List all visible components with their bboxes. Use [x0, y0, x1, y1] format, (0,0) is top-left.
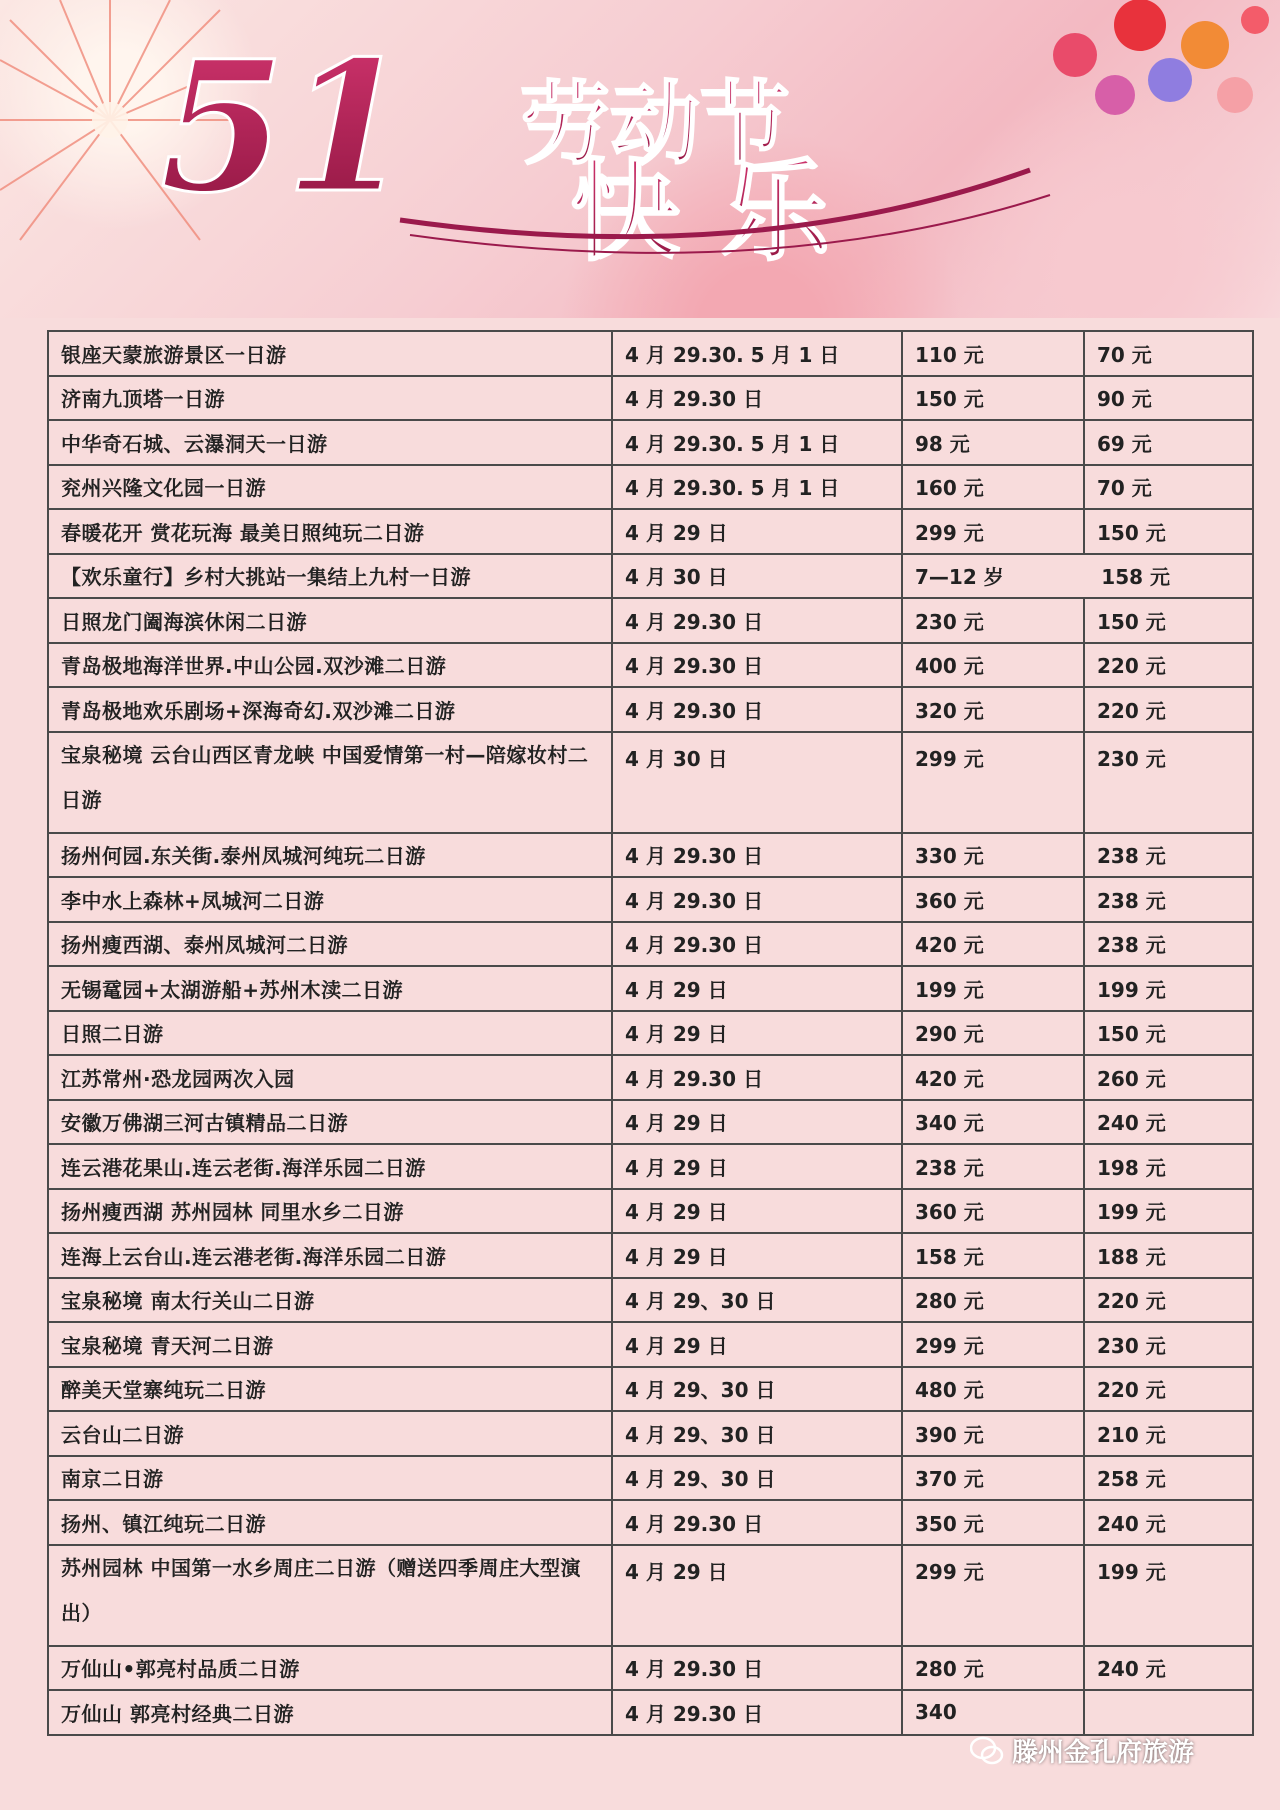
tour-date-cell: 4 月 29.30 日: [612, 922, 902, 967]
tour-date-cell: 4 月 29 日: [612, 1100, 902, 1145]
tour-name-cell: 扬州何园.东关街.泰州凤城河纯玩二日游: [48, 833, 612, 878]
tour-name-cell: 兖州兴隆文化园一日游: [48, 465, 612, 510]
child-price-cell: 230 元: [1084, 1322, 1253, 1367]
table-row: [48, 376, 1253, 421]
festival-title: [150, 20, 1150, 310]
tour-date-cell: 4 月 29、30 日: [612, 1367, 902, 1412]
table-row: [48, 966, 1253, 1011]
tour-name-cell: 宝泉秘境 云台山西区青龙峡 中国爱情第一村—陪嫁妆村二日游: [48, 732, 612, 833]
child-price-cell: 220 元: [1084, 687, 1253, 732]
table-row: [48, 1411, 1253, 1456]
tour-date-cell: 4 月 29.30. 5 月 1 日: [612, 420, 902, 465]
table-row: [48, 877, 1253, 922]
adult-price-cell: 280 元: [902, 1278, 1084, 1323]
child-price-cell: 70 元: [1084, 331, 1253, 376]
adult-price-cell: 299 元: [902, 509, 1084, 554]
table-row: [48, 1456, 1253, 1501]
table-row: [48, 598, 1253, 643]
tour-name-cell: 云台山二日游: [48, 1411, 612, 1456]
table-row: [48, 1100, 1253, 1145]
child-price-cell: 188 元: [1084, 1233, 1253, 1278]
tour-date-cell: 4 月 29.30 日: [612, 1646, 902, 1691]
tour-name-cell: 宝泉秘境 青天河二日游: [48, 1322, 612, 1367]
child-price-cell: 238 元: [1084, 833, 1253, 878]
child-price-cell: 150 元: [1084, 509, 1253, 554]
adult-price-cell: 158 元: [902, 1233, 1084, 1278]
tour-name-cell: 【欢乐童行】乡村大挑站一集结上九村一日游: [48, 554, 612, 599]
child-price-cell: 238 元: [1084, 922, 1253, 967]
child-price-cell: 90 元: [1084, 376, 1253, 421]
tour-date-cell: 4 月 29 日: [612, 966, 902, 1011]
tour-name-cell: 万仙山•郭亮村品质二日游: [48, 1646, 612, 1691]
adult-price-cell: 350 元: [902, 1500, 1084, 1545]
adult-price-cell: 340 元: [902, 1100, 1084, 1145]
table-row: [48, 465, 1253, 510]
table-row: [48, 732, 1253, 833]
child-price-cell: 240 元: [1084, 1100, 1253, 1145]
tour-date-cell: 4 月 29.30 日: [612, 598, 902, 643]
tour-date-cell: 4 月 29 日: [612, 1322, 902, 1367]
tour-date-cell: 4 月 29.30 日: [612, 877, 902, 922]
adult-price-cell: 290 元: [902, 1011, 1084, 1056]
table-row: [48, 509, 1253, 554]
table-row: [48, 1144, 1253, 1189]
table-row: [48, 643, 1253, 688]
adult-price-cell: 330 元: [902, 833, 1084, 878]
table-row: [48, 1278, 1253, 1323]
adult-price-cell: 110 元: [902, 331, 1084, 376]
table-row: [48, 1322, 1253, 1367]
table-row: [48, 1055, 1253, 1100]
tour-date-cell: 4 月 29、30 日: [612, 1411, 902, 1456]
header-banner: [0, 0, 1280, 318]
child-price-cell: 199 元: [1084, 1189, 1253, 1234]
tour-name-cell: 苏州园林 中国第一水乡周庄二日游（赠送四季周庄大型演出）: [48, 1545, 612, 1646]
adult-price-cell: 400 元: [902, 643, 1084, 688]
adult-price-cell: 420 元: [902, 922, 1084, 967]
child-price-cell: 258 元: [1084, 1456, 1253, 1501]
tour-name-cell: 春暖花开 赏花玩海 最美日照纯玩二日游: [48, 509, 612, 554]
tour-date-cell: 4 月 29 日: [612, 1233, 902, 1278]
adult-price-cell: 238 元: [902, 1144, 1084, 1189]
adult-price-cell: 230 元: [902, 598, 1084, 643]
child-price-cell: [1084, 1690, 1253, 1735]
child-price-cell: 70 元: [1084, 465, 1253, 510]
child-price-cell: 238 元: [1084, 877, 1253, 922]
child-price-cell: 198 元: [1084, 1144, 1253, 1189]
adult-price-cell: 360 元: [902, 877, 1084, 922]
adult-price-cell: 390 元: [902, 1411, 1084, 1456]
adult-price-cell: 299 元: [902, 1545, 1084, 1646]
table-row: [48, 331, 1253, 376]
tour-date-cell: 4 月 29.30 日: [612, 1055, 902, 1100]
tour-date-cell: 4 月 29.30. 5 月 1 日: [612, 331, 902, 376]
tour-date-cell: 4 月 29.30 日: [612, 643, 902, 688]
wechat-icon: [970, 1736, 1004, 1766]
child-price-cell: 210 元: [1084, 1411, 1253, 1456]
tour-name-cell: 扬州瘦西湖、泰州凤城河二日游: [48, 922, 612, 967]
table-row: [48, 687, 1253, 732]
tour-date-cell: 4 月 29 日: [612, 1545, 902, 1646]
tour-name-cell: 扬州瘦西湖 苏州园林 同里水乡二日游: [48, 1189, 612, 1234]
table-row: [48, 1011, 1253, 1056]
tour-name-cell: 日照二日游: [48, 1011, 612, 1056]
tour-name-cell: 安徽万佛湖三河古镇精品二日游: [48, 1100, 612, 1145]
child-price-cell: 240 元: [1084, 1646, 1253, 1691]
tour-name-cell: 江苏常州·恐龙园两次入园: [48, 1055, 612, 1100]
adult-price-cell: 98 元: [902, 420, 1084, 465]
tour-table-body: [48, 331, 1253, 1735]
table-row: [48, 1545, 1253, 1646]
table-row: [48, 1233, 1253, 1278]
tour-date-cell: 4 月 30 日: [612, 732, 902, 833]
tour-name-cell: 连海上云台山.连云港老街.海洋乐园二日游: [48, 1233, 612, 1278]
adult-price-cell: 340: [902, 1690, 1084, 1735]
tour-name-cell: 宝泉秘境 南太行关山二日游: [48, 1278, 612, 1323]
adult-price-cell: 320 元: [902, 687, 1084, 732]
tour-date-cell: 4 月 29 日: [612, 509, 902, 554]
child-price-cell: 220 元: [1084, 1367, 1253, 1412]
tour-date-cell: 4 月 29.30 日: [612, 1500, 902, 1545]
tour-date-cell: 4 月 29、30 日: [612, 1278, 902, 1323]
adult-price-cell: 480 元: [902, 1367, 1084, 1412]
adult-price-cell: 160 元: [902, 465, 1084, 510]
watermark-text: 滕州金孔府旅游: [1012, 1738, 1195, 1768]
title-line1: 劳动节: [520, 72, 790, 177]
tour-date-cell: 4 月 29.30 日: [612, 687, 902, 732]
tour-name-cell: 连云港花果山.连云老街.海洋乐园二日游: [48, 1144, 612, 1189]
child-price-cell: 199 元: [1084, 1545, 1253, 1646]
table-row: [48, 1367, 1253, 1412]
table-row: [48, 554, 1253, 599]
tour-date-cell: 4 月 29 日: [612, 1189, 902, 1234]
child-price-cell: 150 元: [1084, 598, 1253, 643]
child-price-cell: 260 元: [1084, 1055, 1253, 1100]
tour-date-cell: 4 月 29.30. 5 月 1 日: [612, 465, 902, 510]
adult-price-cell: 299 元: [902, 732, 1084, 833]
table-row: [48, 420, 1253, 465]
tour-date-cell: 4 月 30 日: [612, 554, 902, 599]
adult-price-cell: 299 元: [902, 1322, 1084, 1367]
tour-date-cell: 4 月 29.30 日: [612, 376, 902, 421]
tour-name-cell: 醉美天堂寨纯玩二日游: [48, 1367, 612, 1412]
tour-date-cell: 4 月 29 日: [612, 1144, 902, 1189]
table-row: [48, 922, 1253, 967]
child-price-cell: 69 元: [1084, 420, 1253, 465]
tour-name-cell: 李中水上森林+凤城河二日游: [48, 877, 612, 922]
tour-name-cell: 银座天蒙旅游景区一日游: [48, 331, 612, 376]
tour-name-cell: 日照龙门阖海滨休闲二日游: [48, 598, 612, 643]
tour-date-cell: 4 月 29.30 日: [612, 833, 902, 878]
tour-price-table: [47, 330, 1254, 1736]
age-price-cell: [902, 554, 1253, 599]
tour-date-cell: 4 月 29.30 日: [612, 1690, 902, 1735]
adult-price-cell: 150 元: [902, 376, 1084, 421]
tour-name-cell: 青岛极地海洋世界.中山公园.双沙滩二日游: [48, 643, 612, 688]
title-line2: 快乐: [570, 148, 870, 276]
adult-price-cell: 370 元: [902, 1456, 1084, 1501]
tour-price-table-wrap: [47, 330, 1252, 1736]
tour-date-cell: 4 月 29、30 日: [612, 1456, 902, 1501]
tour-date-cell: 4 月 29 日: [612, 1011, 902, 1056]
child-price-cell: 230 元: [1084, 732, 1253, 833]
child-price-cell: 240 元: [1084, 1500, 1253, 1545]
tour-name-cell: 万仙山 郭亮村经典二日游: [48, 1690, 612, 1735]
adult-price-cell: 280 元: [902, 1646, 1084, 1691]
tour-name-cell: 南京二日游: [48, 1456, 612, 1501]
table-row: [48, 833, 1253, 878]
child-price-cell: 199 元: [1084, 966, 1253, 1011]
tour-name-cell: 青岛极地欢乐剧场+深海奇幻.双沙滩二日游: [48, 687, 612, 732]
account-watermark: [970, 1732, 1194, 1769]
title-number: 51: [160, 22, 411, 233]
table-row: [48, 1646, 1253, 1691]
child-price-cell: 150 元: [1084, 1011, 1253, 1056]
adult-price-cell: 199 元: [902, 966, 1084, 1011]
tour-name-cell: 无锡鼋园+太湖游船+苏州木渎二日游: [48, 966, 612, 1011]
child-price-cell: 220 元: [1084, 643, 1253, 688]
age-range: 7—12 岁: [915, 565, 1004, 590]
table-row: [48, 1500, 1253, 1545]
table-row: [48, 1189, 1253, 1234]
adult-price-cell: 420 元: [902, 1055, 1084, 1100]
tour-name-cell: 中华奇石城、云瀑洞天一日游: [48, 420, 612, 465]
tour-name-cell: 扬州、镇江纯玩二日游: [48, 1500, 612, 1545]
child-price-cell: 220 元: [1084, 1278, 1253, 1323]
adult-price-cell: 360 元: [902, 1189, 1084, 1234]
tour-name-cell: 济南九顶塔一日游: [48, 376, 612, 421]
child-price: 158 元: [1101, 565, 1170, 590]
table-row: [48, 1690, 1253, 1735]
